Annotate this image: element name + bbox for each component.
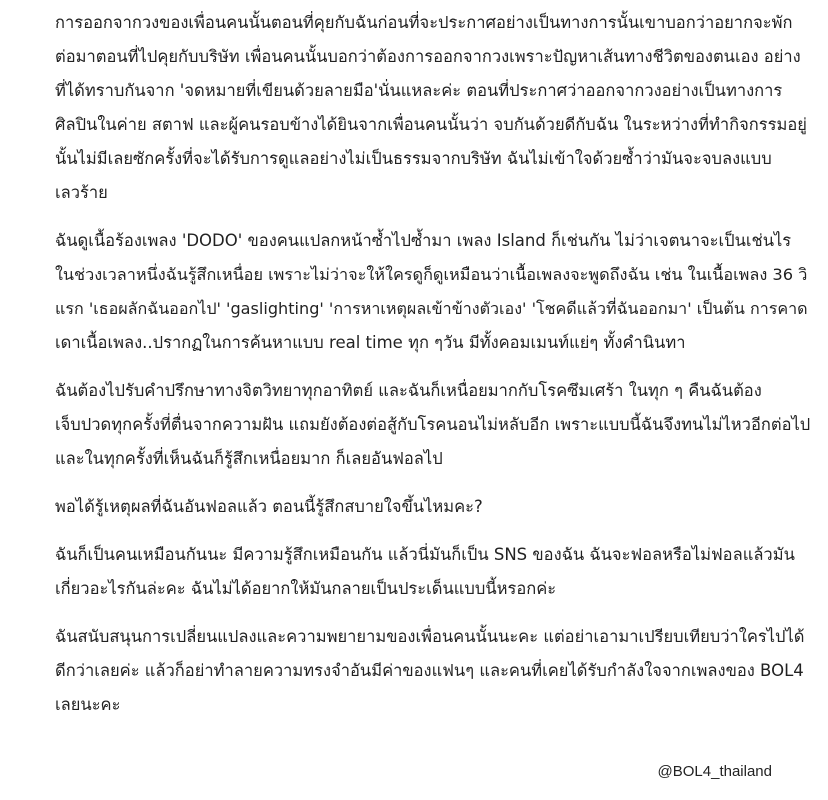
text-line: เจ็บปวดทุกครั้งที่ตื่นจากความฝัน แถมยังต้องต่อสู้กับโรคนอนไม่หลับอีก เพราะแบบนี้ฉันจึงทนไม่ไหวอีกต่อไป [55, 415, 811, 434]
statement-document [55, 6, 815, 736]
paragraph [55, 490, 815, 524]
text-line: เดาเนื้อเพลง..ปรากฏในการค้นหาแบบ real time ทุก ๆวัน มีทั้งคอมเมนท์แย่ๆ ทั้งคำนินทา [55, 333, 686, 352]
watermark-handle: @BOL4_thailand [657, 763, 772, 780]
paragraph [55, 374, 815, 476]
text-line: เลยนะคะ [55, 695, 121, 714]
paragraph [55, 6, 815, 210]
text-line: ฉันสนับสนุนการเปลี่ยนแปลงและความพยายามของเพื่อนคนนั้นนะคะ แต่อย่าเอามาเปรียบเทียบว่าใครไปได้ [55, 627, 805, 646]
text-line: ฉันดูเนื้อร้องเพลง 'DODO' ของคนแปลกหน้าซ้ำไปซ้ำมา เพลง Island ก็เช่นกัน ไม่ว่าเจตนาจะเป็นเช่นไร [55, 231, 792, 250]
text-line: นั้นไม่มีเลยซักครั้งที่จะได้รับการดูแลอย่างไม่เป็นธรรมจากบริษัท ฉันไม่เข้าใจด้วยซ้ำว่ามันจะจบลงแบบ [55, 149, 772, 168]
text-line: แรก 'เธอผลักฉันออกไป' 'gaslighting' 'การหาเหตุผลเข้าข้างตัวเอง' 'โชคดีแล้วที่ฉันออกมา' เป็นต้น การคาด [55, 299, 808, 318]
text-line: พอได้รู้เหตุผลที่ฉันอันฟอลแล้ว ตอนนี้รู้สึกสบายใจขึ้นไหมคะ? [55, 497, 483, 516]
text-line: เลวร้าย [55, 183, 108, 202]
text-line: ในช่วงเวลาหนึ่งฉันรู้สึกเหนื่อย เพราะไม่ว่าจะให้ใครดูก็ดูเหมือนว่าเนื้อเพลงจะพูดถึงฉัน เช่น ในเนื้อเพลง 36 วิ [55, 265, 808, 284]
text-line: ศิลปินในค่าย สตาฟ และผู้คนรอบข้างได้ยินจากเพื่อนคนนั้นว่า จบกันด้วยดีกับฉัน ในระหว่างที่ทำกิจกรรมอยู่ [55, 115, 807, 134]
paragraph [55, 620, 815, 722]
text-line: เกี่ยวอะไรกันล่ะคะ ฉันไม่ได้อยากให้มันกลายเป็นประเด็นแบบนี้หรอกค่ะ [55, 579, 557, 598]
paragraph [55, 224, 815, 360]
paragraph [55, 538, 815, 606]
text-line: ฉันต้องไปรับคำปรึกษาทางจิตวิทยาทุกอาทิตย์ และฉันก็เหนื่อยมากกับโรคซึมเศร้า ในทุก ๆ คืนฉันต้อง [55, 381, 762, 400]
text-line: และในทุกครั้งที่เห็นฉันก็รู้สึกเหนื่อยมาก ก็เลยอันฟอลไป [55, 449, 443, 468]
text-line: ดีกว่าเลยค่ะ แล้วก็อย่าทำลายความทรงจำอันมีค่าของแฟนๆ และคนที่เคยได้รับกำลังใจจากเพลงของ BOL4 [55, 661, 804, 680]
text-line: ต่อมาตอนที่ไปคุยกับบริษัท เพื่อนคนนั้นบอกว่าต้องการออกจากวงเพราะปัญหาเส้นทางชีวิตของตนเอง อย่าง [55, 47, 801, 66]
text-line: ที่ได้ทราบกันจาก 'จดหมายที่เขียนด้วยลายมือ'นั่นแหละค่ะ ตอนที่ประกาศว่าออกจากวงอย่างเป็นทางการ [55, 81, 783, 100]
text-line: การออกจากวงของเพื่อนคนนั้นตอนที่คุยกับฉันก่อนที่จะประกาศอย่างเป็นทางการนั้นเขาบอกว่าอยากจะพัก [55, 13, 793, 32]
text-line: ฉันก็เป็นคนเหมือนกันนะ มีความรู้สึกเหมือนกัน แล้วนี่มันก็เป็น SNS ของฉัน ฉันจะฟอลหรือไม่ฟอลแล้วมัน [55, 545, 795, 564]
